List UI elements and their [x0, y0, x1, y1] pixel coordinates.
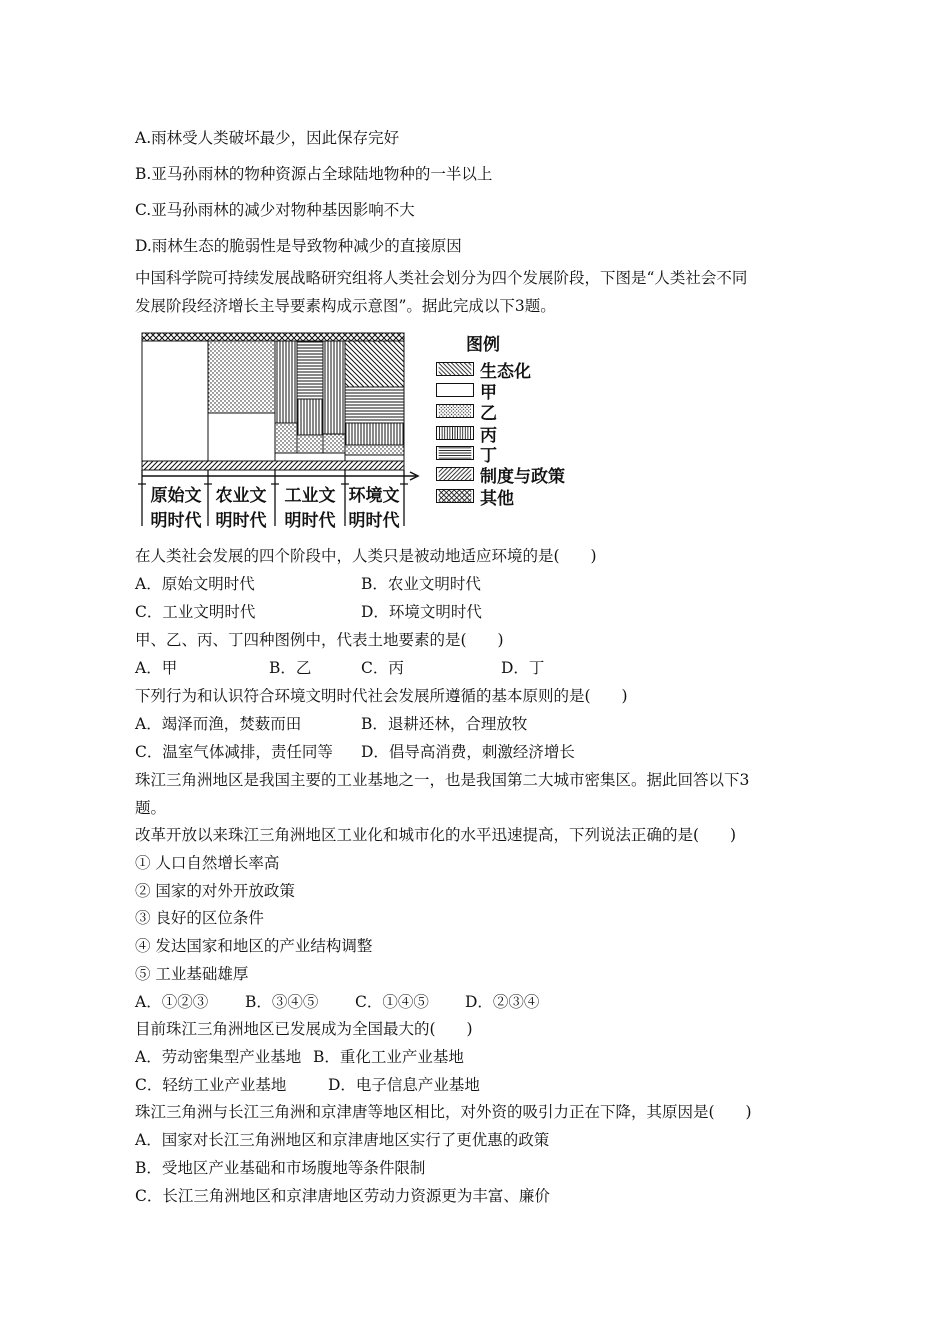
statement-item: ③ 良好的区位条件 [135, 909, 264, 927]
option-b: B．重化工业产业基地 [313, 1048, 464, 1066]
legend-item-ecological: 生态化 [436, 359, 531, 379]
question-stem: 目前珠江三角洲地区已发展成为全国最大的( ) [135, 1020, 473, 1038]
option-c: C．温室气体减排，责任同等 [135, 743, 333, 761]
diag-fwd-swatch-icon [436, 467, 474, 481]
option-b: B．乙 [269, 659, 312, 677]
option-c: C．①④⑤ [355, 993, 429, 1011]
option-b: B.亚马孙雨林的物种资源占全球陆地物种的一半以上 [135, 165, 493, 183]
option-c: C.亚马孙雨林的减少对物种基因影响不大 [135, 201, 415, 219]
option-c: C．丙 [361, 659, 404, 677]
era-label-industrial: 工业文 明时代 [284, 486, 336, 531]
option-a: A.雨林受人类破坏最少，因此保存完好 [135, 129, 400, 147]
statement-item: ⑤ 工业基础雄厚 [135, 965, 249, 983]
option-row [135, 1075, 480, 1095]
blank-swatch-icon [436, 383, 474, 397]
option-c: C．轻纺工业产业基地 [135, 1076, 287, 1094]
option-a: A．竭泽而渔，焚薮而田 [135, 715, 302, 733]
dots-swatch-icon [436, 404, 474, 418]
option-b: B．③④⑤ [245, 993, 319, 1011]
question-stem: 下列行为和认识符合环境文明时代社会发展所遵循的基本原则的是( ) [135, 687, 628, 705]
intro-text-1: 珠江三角洲地区是我国主要的工业基地之一，也是我国第二大城市密集区。据此回答以下3 [135, 771, 750, 789]
cross-swatch-icon [436, 489, 474, 503]
option-d: D.雨林生态的脆弱性是导致物种减少的直接原因 [135, 237, 462, 255]
question-stem: 甲、乙、丙、丁四种图例中，代表土地要素的是( ) [135, 631, 504, 649]
option-b: B．农业文明时代 [361, 575, 481, 593]
vlines-swatch-icon [436, 426, 474, 440]
legend-item-bing: 丙 [436, 423, 497, 443]
option-row [135, 714, 527, 734]
option-row [135, 574, 481, 594]
legend-item-ding: 丁 [436, 443, 497, 463]
era-label-primitive: 原始文 明时代 [150, 486, 202, 531]
option-d: D．电子信息产业基地 [328, 1076, 480, 1094]
question-stem: 改革开放以来珠江三角洲地区工业化和城市化的水平迅速提高，下列说法正确的是( ) [135, 826, 737, 844]
option-b: B．退耕还林，合理放牧 [361, 715, 528, 733]
option-a: A．国家对长江三角洲地区和京津唐地区实行了更优惠的政策 [135, 1131, 550, 1149]
option-a: A．①②③ [135, 993, 209, 1011]
option-d: D．倡导高消费，刺激经济增长 [361, 743, 575, 761]
hlines-swatch-icon [436, 446, 474, 460]
option-c: C．长江三角洲地区和京津唐地区劳动力资源更为丰富、廉价 [135, 1187, 550, 1205]
statement-item: ④ 发达国家和地区的产业结构调整 [135, 937, 373, 955]
option-a: A．甲 [135, 659, 178, 677]
legend-item-yi: 乙 [436, 401, 497, 421]
option-d: D．②③④ [465, 993, 540, 1011]
statement-item: ② 国家的对外开放政策 [135, 882, 295, 900]
option-b: B．受地区产业基础和市场腹地等条件限制 [135, 1159, 426, 1177]
option-c: C．工业文明时代 [135, 603, 256, 621]
legend-item-other: 其他 [436, 486, 514, 506]
option-row [135, 658, 544, 678]
legend-title: 图例 [466, 335, 500, 355]
diag-back-swatch-icon [436, 362, 474, 376]
intro-text-1: 中国科学院可持续发展战略研究组将人类社会划分为四个发展阶段，下图是“人类社会不同 [135, 269, 748, 287]
question-stem: 在人类社会发展的四个阶段中，人类只是被动地适应环境的是( ) [135, 547, 597, 565]
era-label-environmental: 环境文 明时代 [348, 486, 400, 531]
legend-item-policy: 制度与政策 [436, 464, 565, 484]
era-label-agricultural: 农业文 明时代 [215, 486, 267, 531]
option-row [135, 1047, 464, 1067]
option-a: A．原始文明时代 [135, 575, 255, 593]
question-stem: 珠江三角洲与长江三角洲和京津唐等地区相比，对外资的吸引力正在下降，其原因是( ) [135, 1103, 752, 1121]
option-row [135, 602, 482, 622]
intro-text-2: 发展阶段经济增长主导要素构成示意图”。据此完成以下3题。 [135, 297, 556, 315]
legend-item-jia: 甲 [436, 380, 497, 400]
option-row [135, 742, 575, 762]
statement-item: ① 人口自然增长率高 [135, 854, 280, 872]
option-a: A．劳动密集型产业基地 [135, 1048, 302, 1066]
option-row [135, 992, 539, 1012]
option-d: D．环境文明时代 [361, 603, 482, 621]
intro-text-2: 题。 [135, 799, 167, 817]
option-d: D．丁 [501, 659, 545, 677]
